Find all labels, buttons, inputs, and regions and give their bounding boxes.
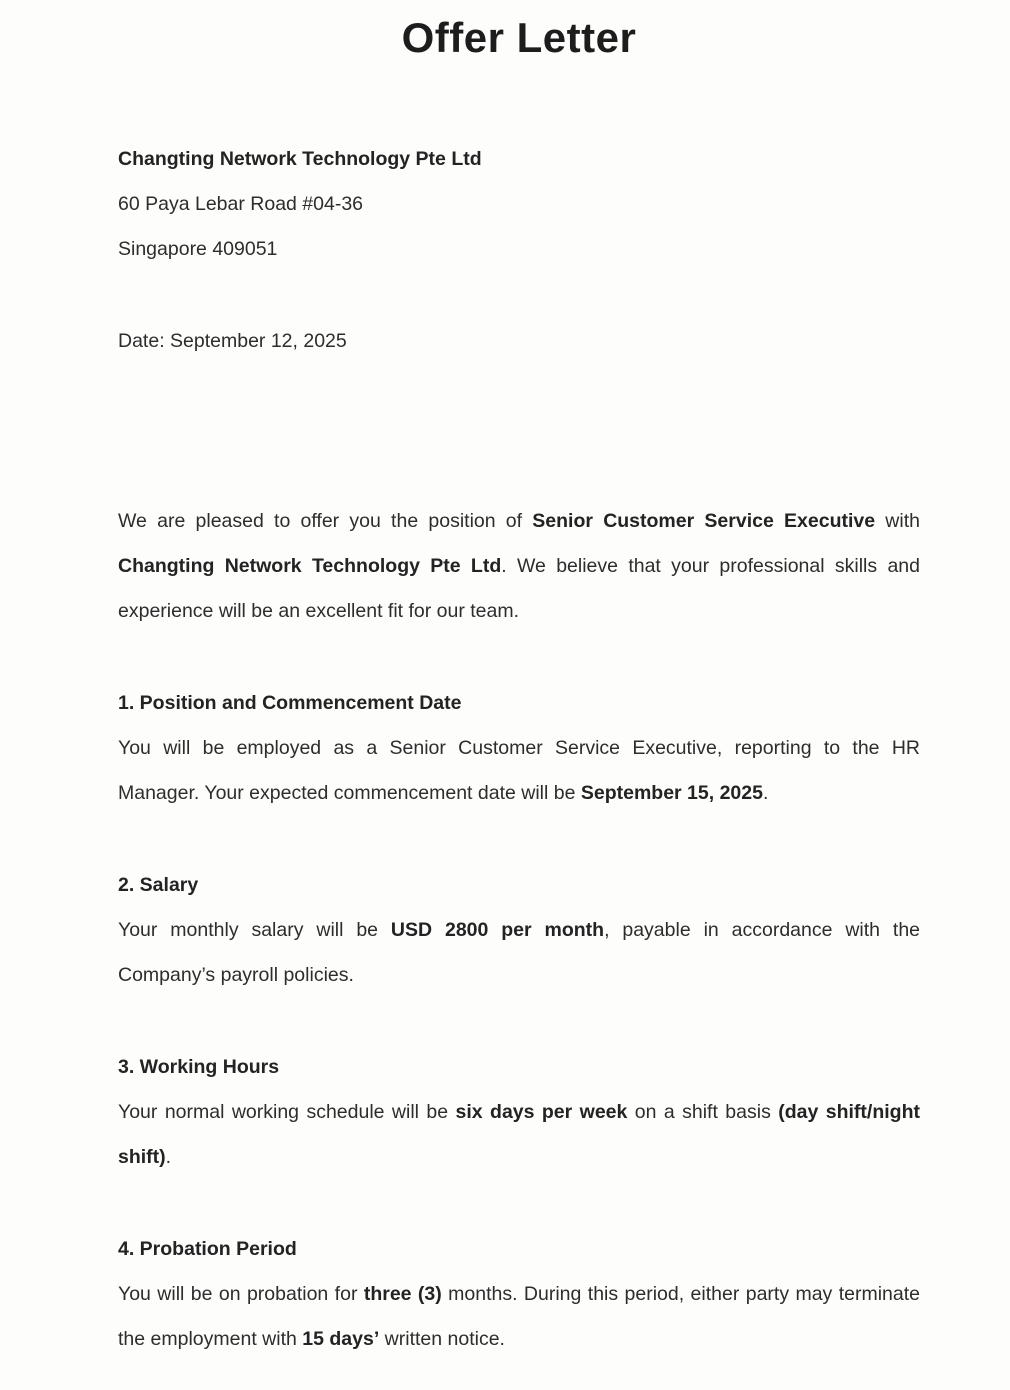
bold-text-run: six days per week (455, 1101, 628, 1123)
text-run: We are pleased to offer you the position of (118, 510, 533, 532)
section-position-and-commencement-date (118, 681, 920, 816)
paragraph-line (118, 589, 920, 634)
section-probation-period (118, 1227, 920, 1362)
intro-paragraph (118, 499, 920, 634)
paragraph-line (118, 1135, 920, 1180)
date-line: Date: September 12, 2025 (118, 330, 347, 352)
text-run: . (762, 782, 769, 804)
text-run: . (165, 1146, 172, 1168)
section-working-hours (118, 1045, 920, 1180)
bold-text-run: September 15, 2025 (580, 782, 763, 804)
document-title: Offer Letter (401, 14, 637, 61)
text-run: on a shift basis (627, 1101, 779, 1123)
paragraph-line (118, 953, 920, 998)
paragraph-line (118, 1317, 920, 1362)
text-run: Manager. Your expected commencement date will be (118, 782, 581, 804)
paragraph-line (118, 771, 920, 816)
section-heading: 4. Probation Period (118, 1238, 297, 1260)
section-salary (118, 863, 920, 998)
text-run: Your normal working schedule will be (118, 1101, 456, 1123)
bold-text-run: USD 2800 per month (390, 919, 605, 941)
company-name: Changting Network Technology Pte Ltd (118, 148, 482, 170)
company-address-line-1: 60 Paya Lebar Road #04-36 (118, 193, 364, 215)
text-run: . We believe that your professional skills and (501, 555, 920, 577)
text-run: Company’s payroll policies. (118, 964, 354, 986)
text-run: Your monthly salary will be (118, 919, 391, 941)
paragraph-line (118, 1272, 920, 1317)
bold-text-run: Changting Network Technology Pte Ltd (118, 555, 502, 577)
section-heading: 2. Salary (118, 874, 199, 896)
paragraph-line (118, 544, 920, 589)
text-run: , payable in accordance with the (604, 919, 921, 941)
text-run: You will be on probation for (118, 1283, 364, 1305)
text-run: months. During this period, either party may terminate (441, 1283, 920, 1305)
section-heading: 1. Position and Commencement Date (118, 692, 462, 714)
paragraph-line (118, 908, 920, 953)
text-run: written notice. (379, 1328, 505, 1350)
text-run: You will be employed as a Senior Customer Service Executive, reporting to the HR (118, 737, 920, 759)
company-block (118, 137, 920, 272)
section-heading: 3. Working Hours (118, 1056, 280, 1078)
bold-text-run: Senior Customer Service Executive (532, 510, 876, 532)
paragraph-line (118, 726, 920, 771)
paragraph-line (118, 1090, 920, 1135)
paragraph-line (118, 499, 920, 544)
text-run: with (875, 510, 920, 532)
text-run: the employment with (118, 1328, 303, 1350)
text-run: experience will be an excellent fit for our team. (118, 600, 520, 622)
bold-text-run: shift) (118, 1146, 166, 1168)
bold-text-run: 15 days’ (302, 1328, 380, 1350)
company-address-line-2: Singapore 409051 (118, 238, 278, 260)
bold-text-run: three (3) (363, 1283, 442, 1305)
bold-text-run: (day shift/night (778, 1101, 920, 1123)
